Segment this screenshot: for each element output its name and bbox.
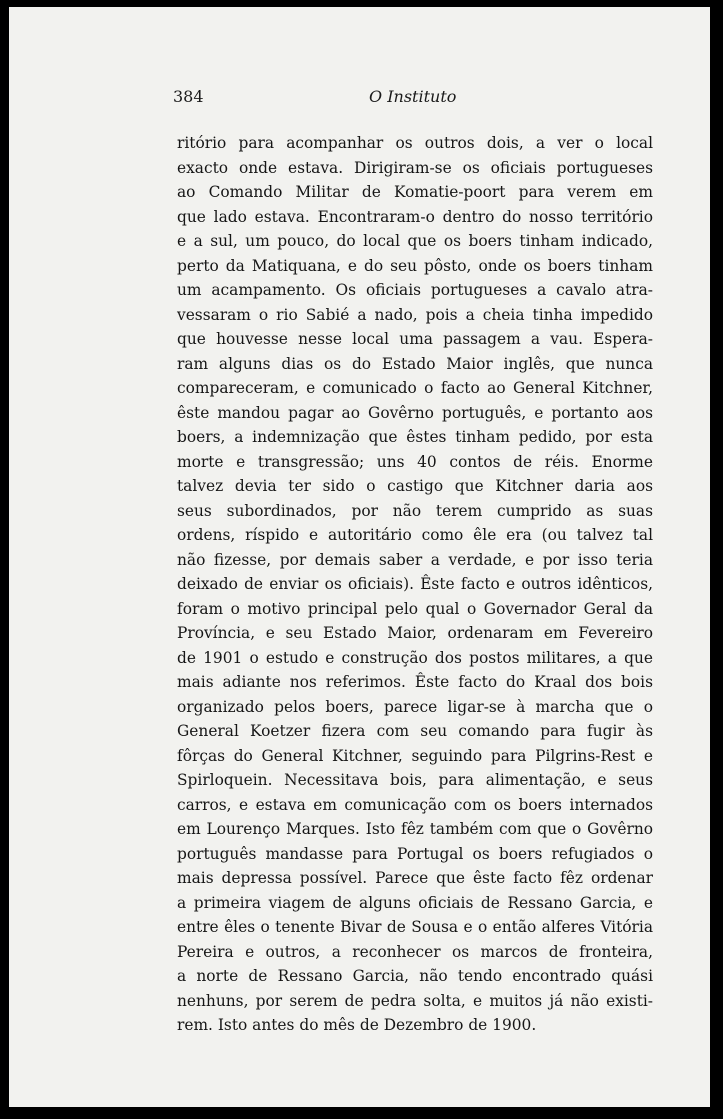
text-line: talvez devia ter sido o castigo que Kitchner daria aos — [177, 477, 653, 495]
text-line: que houvesse nesse local uma passagem a vau. Espera- — [177, 330, 653, 348]
text-line: entre êles o tenente Bivar de Sousa e o então alferes Vitória — [177, 918, 653, 936]
text-line: um acampamento. Os oficiais portugueses a cavalo atra- — [177, 281, 653, 299]
text-line: ram alguns dias os do Estado Maior inglês, que nunca — [177, 354, 653, 373]
text-line: vessaram o rio Sabié a nado, pois a cheia tinha impedido — [177, 305, 653, 324]
text-line: morte e transgressão; uns 40 contos de réis. Enorme — [177, 452, 653, 471]
text-line: a norte de Ressano Garcia, não tendo encontrado quási — [177, 967, 653, 985]
text-line: fôrças do General Kitchner, seguindo para Pilgrins-Rest e — [177, 746, 653, 765]
text-line: foram o motivo principal pelo qual o Governador Geral da — [177, 599, 653, 618]
text-line: ordens, ríspido e autoritário como êle era (ou talvez tal — [177, 526, 653, 544]
text-line: nenhuns, por serem de pedra solta, e muitos já não existi- — [177, 991, 653, 1010]
page-number: 384 — [173, 87, 204, 106]
text-line: exacto onde estava. Dirigiram-se os oficiais portugueses — [177, 158, 653, 177]
text-line: a primeira viagem de alguns oficiais de Ressano Garcia, e — [177, 893, 653, 912]
text-line: Spirloquein. Necessitava bois, para alimentação, e seus — [177, 771, 653, 789]
text-line: português mandasse para Portugal os boers refugiados o — [177, 844, 653, 863]
text-line: perto da Matiquana, e do seu pôsto, onde os boers tinham — [177, 256, 653, 275]
text-line: deixado de enviar os oficiais). Êste facto e outros idênticos, — [177, 575, 653, 593]
scanned-page — [9, 7, 710, 1107]
text-line: carros, e estava em comunicação com os boers internados — [177, 795, 653, 814]
text-line: General Koetzer fizera com seu comando para fugir às — [177, 722, 653, 740]
text-line: mais depressa possível. Parece que êste facto fêz ordenar — [177, 869, 653, 887]
text-line: seus subordinados, por não terem cumprido as suas — [177, 501, 653, 520]
text-line: organizado pelos boers, parece ligar-se à marcha que o — [177, 697, 653, 716]
text-line: de 1901 o estudo e construção dos postos militares, a que — [177, 648, 653, 667]
text-line: e a sul, um pouco, do local que os boers tinham indicado, — [177, 232, 653, 250]
text-line: mais adiante nos referimos. Êste facto do Kraal dos bois — [177, 673, 653, 691]
text-line: ritório para acompanhar os outros dois, a ver o local — [177, 134, 653, 152]
text-line: ao Comando Militar de Komatie-poort para verem em — [177, 183, 653, 201]
text-line: Pereira e outros, a reconhecer os marcos de fronteira, — [177, 942, 653, 961]
page-header — [9, 87, 710, 111]
body-paragraph — [177, 131, 653, 1038]
text-line: Província, e seu Estado Maior, ordenaram em Fevereiro — [177, 624, 653, 642]
text-line: em Lourenço Marques. Isto fêz também com que o Govêrno — [177, 820, 653, 838]
text-line: que lado estava. Encontraram-o dentro do nosso território — [177, 207, 653, 226]
text-line: boers, a indemnização que êstes tinham pedido, por esta — [177, 428, 653, 446]
text-line: êste mandou pagar ao Govêrno português, e portanto aos — [177, 403, 653, 422]
text-line: rem. Isto antes do mês de Dezembro de 1900. — [177, 1016, 537, 1034]
text-line: compareceram, e comunicado o facto ao General Kitchner, — [177, 379, 653, 397]
running-title: O Instituto — [369, 87, 457, 106]
text-line: não fizesse, por demais saber a verdade, e por isso teria — [177, 550, 653, 569]
